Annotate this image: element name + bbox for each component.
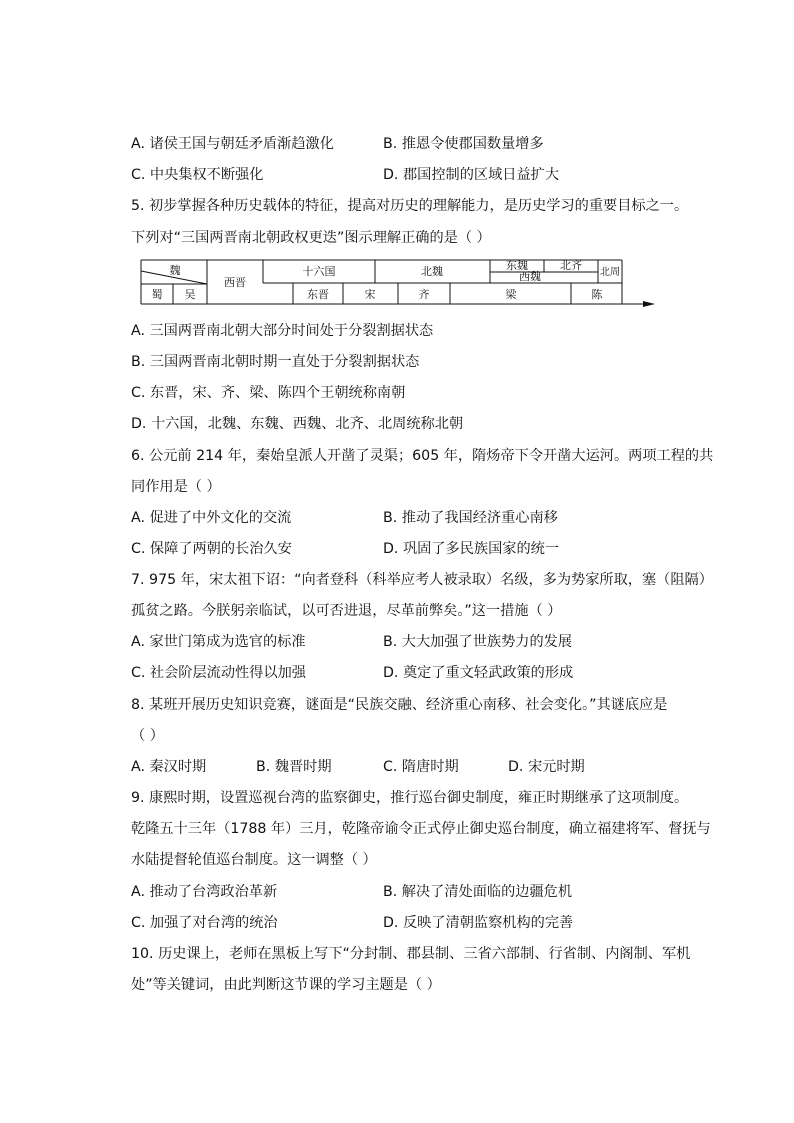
q7-option-b: B. 大大加强了世族势力的发展: [383, 634, 573, 650]
q6-option-a: A. 促进了中外文化的交流: [131, 510, 292, 526]
q10-stem-line1: 10. 历史课上，老师在黑板上写下“分封制、郡县制、三省六部制、行省制、内阁制、军机: [131, 946, 691, 962]
q8-option-c: C. 隋唐时期: [383, 759, 459, 775]
q5-option-d: D. 十六国，北魏、东魏、西魏、北齐、北周统称北朝: [131, 416, 464, 432]
label-dongjin: 东晋: [307, 288, 329, 301]
label-beiqi: 北齐: [560, 259, 582, 272]
label-beiwei: 北魏: [421, 265, 443, 278]
q7-option-a: A. 家世门第成为选官的标准: [131, 634, 306, 650]
label-qi: 齐: [418, 288, 430, 301]
q9-option-b: B. 解决了清处面临的边疆危机: [383, 884, 573, 900]
q9-stem-line2: 乾隆五十三年（1788 年）三月，乾隆帝谕令正式停止御史巡台制度，确立福建将军、督抚与: [131, 821, 711, 837]
q4-option-b: B. 推恩令使郡国数量增多: [383, 136, 544, 152]
q4-option-c: C. 中央集权不断强化: [131, 167, 264, 183]
q8-stem-line1: 8. 某班开展历史知识竞赛，谜面是“民族交融、经济重心南移、社会变化。”其谜底应是: [131, 697, 668, 713]
q5-option-b: B. 三国两晋南北朝时期一直处于分裂割据状态: [131, 354, 420, 370]
label-wu: 吴: [184, 288, 196, 301]
q9-option-c: C. 加强了对台湾的统治: [131, 915, 278, 931]
label-xiwei: 西魏: [519, 270, 541, 283]
label-dongwei: 东魏: [506, 259, 528, 272]
q7-option-c: C. 社会阶层流动性得以加强: [131, 665, 306, 681]
q6-option-b: B. 推动了我国经济重心南移: [383, 510, 558, 526]
q7-stem-line1: 7. 975 年，宋太祖下诏：“向者登科（科举应考人被录取）名级，多为势家所取，塞（阻隔）: [131, 572, 713, 588]
q9-option-a: A. 推动了台湾政治革新: [131, 884, 278, 900]
q8-option-b: B. 魏晋时期: [256, 759, 332, 775]
q4-option-a: A. 诸侯王国与朝廷矛盾渐趋激化: [131, 136, 334, 152]
q6-option-c: C. 保障了两朝的长治久安: [131, 541, 292, 557]
label-wei: 魏: [169, 264, 181, 277]
label-beizhou: 北周: [600, 267, 620, 278]
q10-stem-line2: 处”等关键词，由此判断这节课的学习主题是（ ）: [131, 977, 441, 993]
q8-stem-line2: （ ）: [131, 728, 164, 744]
q5-stem-line1: 5. 初步掌握各种历史载体的特征，提高对历史的理解能力，是历史学习的重要目标之一。: [131, 198, 689, 214]
q9-stem-line3: 水陆提督轮值巡台制度。这一调整（ ）: [131, 852, 377, 868]
q8-option-d: D. 宋元时期: [508, 759, 585, 775]
label-song: 宋: [364, 288, 376, 301]
label-xijin: 西晋: [224, 276, 246, 289]
q7-option-d: D. 奠定了重文轻武政策的形成: [383, 665, 574, 681]
label-chen: 陈: [591, 288, 603, 301]
label-shu: 蜀: [151, 288, 163, 301]
q5-stem-line2: 下列对“三国两晋南北朝政权更迭”图示理解正确的是（ ）: [131, 230, 491, 246]
q6-stem-line2: 同作用是（ ）: [131, 479, 221, 495]
label-shiliuguo: 十六国: [302, 265, 336, 278]
q5-option-c: C. 东晋，宋、齐、梁、陈四个王朝统称南朝: [131, 385, 406, 401]
q5-option-a: A. 三国两晋南北朝大部分时间处于分裂割据状态: [131, 323, 434, 339]
q9-option-d: D. 反映了清朝监察机构的完善: [383, 915, 574, 931]
q6-stem-line1: 6. 公元前 214 年，秦始皇派人开凿了灵渠；605 年，隋炀帝下令开凿大运河。两项工程的共: [131, 448, 714, 464]
timeline-arrow-icon: [643, 301, 655, 307]
q4-option-d: D. 郡国控制的区域日益扩大: [383, 167, 560, 183]
label-liang: 梁: [505, 288, 517, 301]
q7-stem-line2: 孤贫之路。今朕躬亲临试，以可否进退，尽革前弊矣。”这一措施（ ）: [131, 603, 562, 619]
q9-stem-line1: 9. 康熙时期，设置巡视台湾的监察御史，推行巡台御史制度，雍正时期继承了这项制度。: [131, 790, 689, 806]
q8-option-a: A. 秦汉时期: [131, 759, 207, 775]
q6-option-d: D. 巩固了多民族国家的统一: [383, 541, 560, 557]
regime-timeline-diagram: [135, 256, 660, 311]
